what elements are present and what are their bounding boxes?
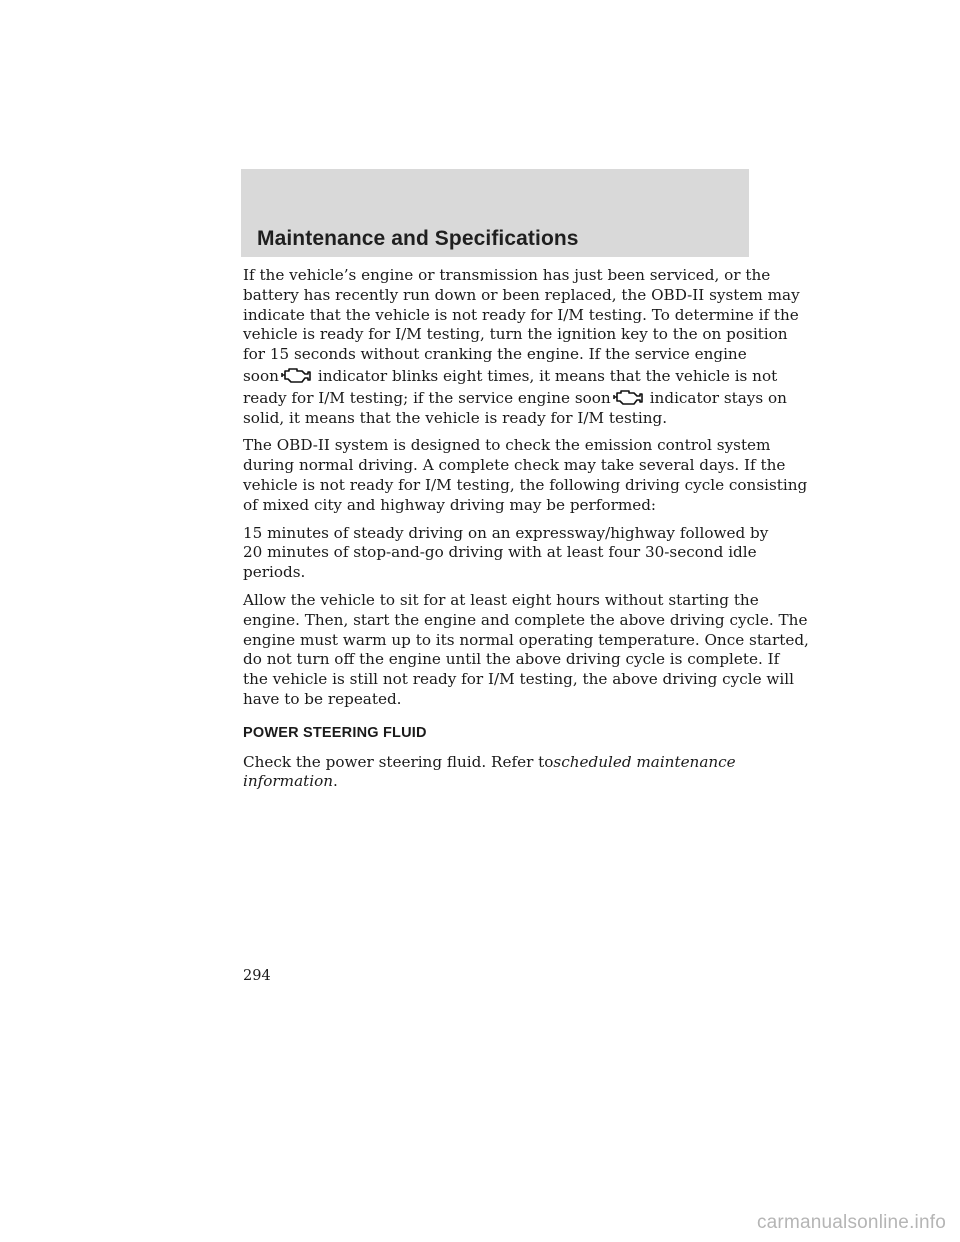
text-line-with-icon — [243, 365, 778, 387]
text-line: periods. — [243, 563, 306, 582]
check-engine-icon — [612, 387, 646, 407]
paragraph-obd-check — [243, 436, 808, 515]
text-fragment: Check the power steering fluid. Refer to — [243, 752, 554, 771]
paragraph-repeat-cycle — [243, 590, 809, 710]
cross-reference: information — [243, 772, 334, 791]
text-fragment: indicator blinks eight times, it means that the vehicle is not — [317, 366, 778, 385]
text-line: have to be repeated. — [243, 689, 402, 708]
text-line: do not turn off the engine until the above driving cycle is complete. If — [243, 650, 780, 669]
text-line: vehicle is not ready for I/M testing, the following driving cycle consisting — [243, 475, 808, 494]
cross-reference: scheduled maintenance — [553, 752, 736, 771]
paragraph-power-steering — [243, 753, 758, 793]
text-line: 15 minutes of steady driving on an expressway/highway followed by — [243, 523, 769, 542]
page-number: 294 — [243, 968, 271, 984]
text-fragment: soon — [243, 366, 279, 385]
text-line: vehicle is ready for I/M testing, turn the ignition key to the on position — [243, 325, 788, 344]
text-line: during normal driving. A complete check may take several days. If the — [243, 456, 786, 475]
text-line: 20 minutes of stop-and-go driving with at least four 30-second idle — [243, 543, 757, 562]
text-line: engine must warm up to its normal operating temperature. Once started, — [243, 630, 809, 649]
text-line — [243, 772, 758, 792]
text-line: Allow the vehicle to sit for at least eight hours without starting the — [243, 590, 759, 609]
text-fragment: ready for I/M testing; if the service engine soon — [243, 388, 611, 407]
text-line: The OBD-II system is designed to check the emission control system — [243, 436, 771, 455]
text-line: for 15 seconds without cranking the engine. If the service engine — [243, 345, 747, 364]
text-line — [243, 753, 758, 773]
section-header-band — [241, 169, 749, 257]
text-line: indicate that the vehicle is not ready for I/M testing. To determine if the — [243, 305, 799, 324]
text-line: If the vehicle’s engine or transmission has just been serviced, or the — [243, 266, 771, 284]
paragraph-readiness — [243, 266, 800, 428]
text-line: of mixed city and highway driving may be performed: — [243, 495, 657, 514]
check-engine-icon — [280, 365, 314, 385]
manual-content — [243, 266, 809, 800]
text-line: engine. Then, start the engine and complete the above driving cycle. The — [243, 610, 808, 629]
text-fragment: indicator stays on — [649, 388, 787, 407]
section-title: Maintenance and Specifications — [257, 227, 579, 250]
section-heading-power-steering: POWER STEERING FLUID — [243, 724, 427, 741]
paragraph-driving-cycle — [243, 523, 769, 583]
text-line: solid, it means that the vehicle is ready for I/M testing. — [243, 408, 668, 427]
text-line: battery has recently run down or been replaced, the OBD-II system may — [243, 285, 800, 304]
text-line-with-icon — [243, 387, 787, 409]
text-fragment: . — [333, 772, 338, 791]
watermark: carmanualsonline.info — [756, 1212, 946, 1233]
text-line: the vehicle is still not ready for I/M testing, the above driving cycle will — [243, 670, 794, 689]
